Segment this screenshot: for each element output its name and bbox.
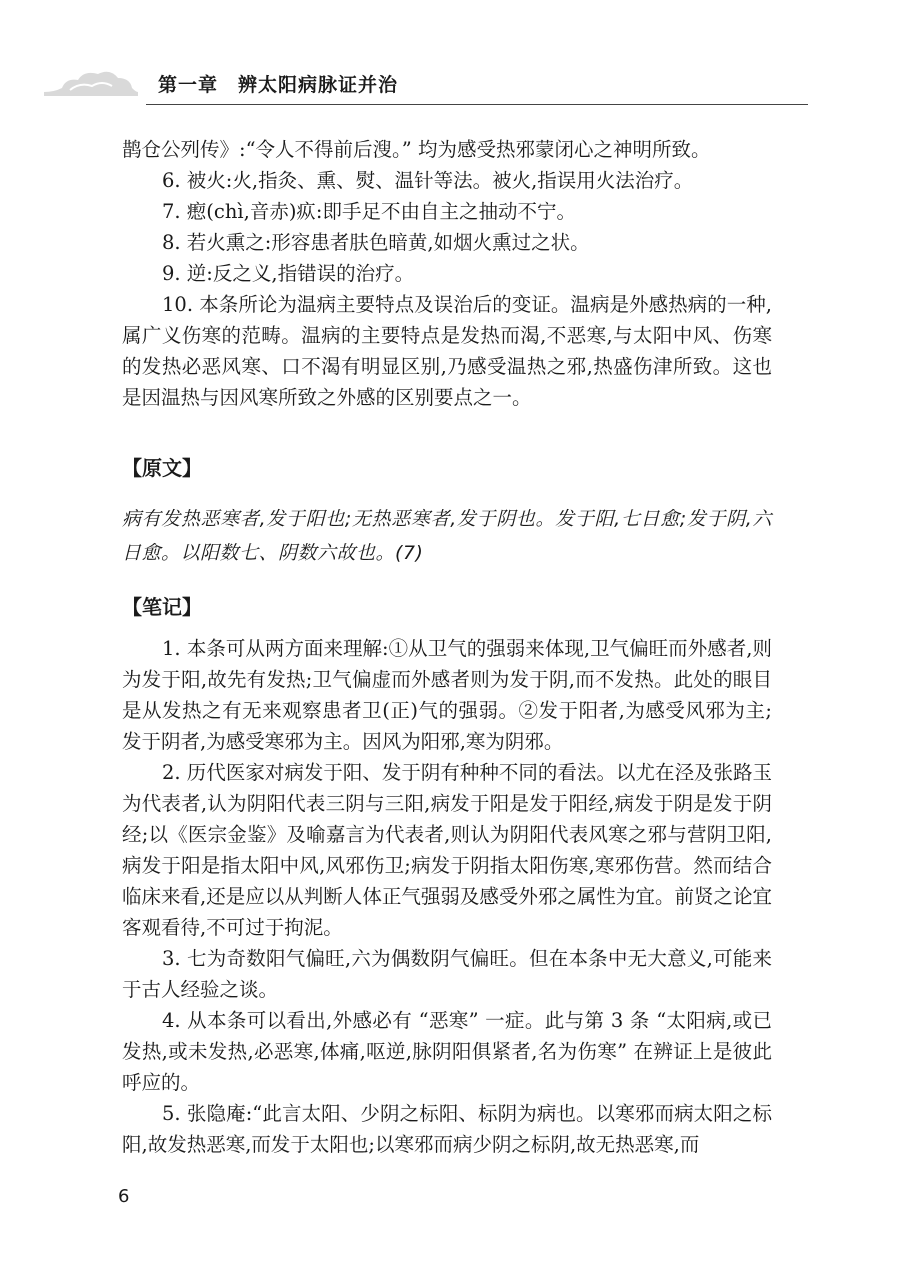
note-item-7: 7. 瘛(chì,音赤)疭:即手足不由自主之抽动不宁。 [162,200,577,223]
header-divider [146,104,808,105]
section-heading-biji: 【笔记】 [122,595,202,619]
note-item-6: 6. 被火:火,指灸、熏、熨、温针等法。被火,指误用火法治疗。 [162,169,694,192]
note-item-10: 10. 本条所论为温病主要特点及误治后的变证。温病是外感热病的一种,属广义伤寒的范畴。温病的主要特点是发热而渴,不恶寒,与太阳中风、伤寒的发热必恶风寒、口不渴有明显区别,乃感受温热之邪,热盛伤津所致。这也是因温热与因风寒所致之外感的区别要点之一。 [122,293,772,409]
section-heading-yuanwen: 【原文】 [122,456,202,480]
note-continuation: 鹊仓公列传》:“令人不得前后溲。” 均为感受热邪蒙闭心之神明所致。 [122,138,711,161]
running-header [40,58,770,108]
commentary-paragraph-2: 2. 历代医家对病发于阳、发于阴有种种不同的看法。以尤在泾及张路玉为代表者,认为阴阳代表三阴与三阳,病发于阳是发于阳经,病发于阴是发于阴经;以《医宗金鉴》及喻嘉言为代表者,则认为阴阳代表风寒之邪与营阴卫阳,病发于阳是指太阳中风,风邪伤卫;病发于阴指太阳伤寒,寒邪伤营。然而结合临床来看,还是应以从判断人体正气强弱及感受外邪之属性为宜。前贤之论宜客观看待,不可过于拘泥。 [122,761,772,939]
commentary-paragraph-4: 4. 从本条可以看出,外感必有 “恶寒” 一症。此与第 3 条 “太阳病,或已发热,或未发热,必恶寒,体痛,呕逆,脉阴阳俱紧者,名为伤寒” 在辨证上是彼此呼应的。 [122,1009,772,1094]
original-text: 病有发热恶寒者,发于阳也;无热恶寒者,发于阴也。发于阳,七日愈;发于阴,六日愈。以阳数七、阴数六故也。(7) [122,508,772,564]
commentary-paragraph-5: 5. 张隐庵:“此言太阳、少阴之标阳、标阴为病也。以寒邪而病太阳之标阳,故发热恶寒,而发于太阳也;以寒邪而病少阴之标阴,故无热恶寒,而 [122,1102,772,1156]
cloud-ornament-icon [40,62,140,102]
commentary-paragraph-3: 3. 七为奇数阳气偏旺,六为偶数阴气偏旺。但在本条中无大意义,可能来于古人经验之谈。 [122,947,772,1001]
note-item-8: 8. 若火熏之:形容患者肤色暗黄,如烟火熏过之状。 [162,231,590,254]
chapter-title: 第一章 辨太阳病脉证并治 [158,74,399,96]
commentary-paragraph-1: 1. 本条可从两方面来理解:①从卫气的强弱来体现,卫气偏旺而外感者,则为发于阳,故先有发热;卫气偏虚而外感者则为发于阴,而不发热。此处的眼目是从发热之有无来观察患者卫(正)气的强弱。②发于阳者,为感受风邪为主;发于阴者,为感受寒邪为主。因风为阳邪,寒为阴邪。 [122,637,772,753]
page-body [122,134,772,1160]
page-number: 6 [118,1186,130,1207]
note-item-9: 9. 逆:反之义,指错误的治疗。 [162,262,415,285]
